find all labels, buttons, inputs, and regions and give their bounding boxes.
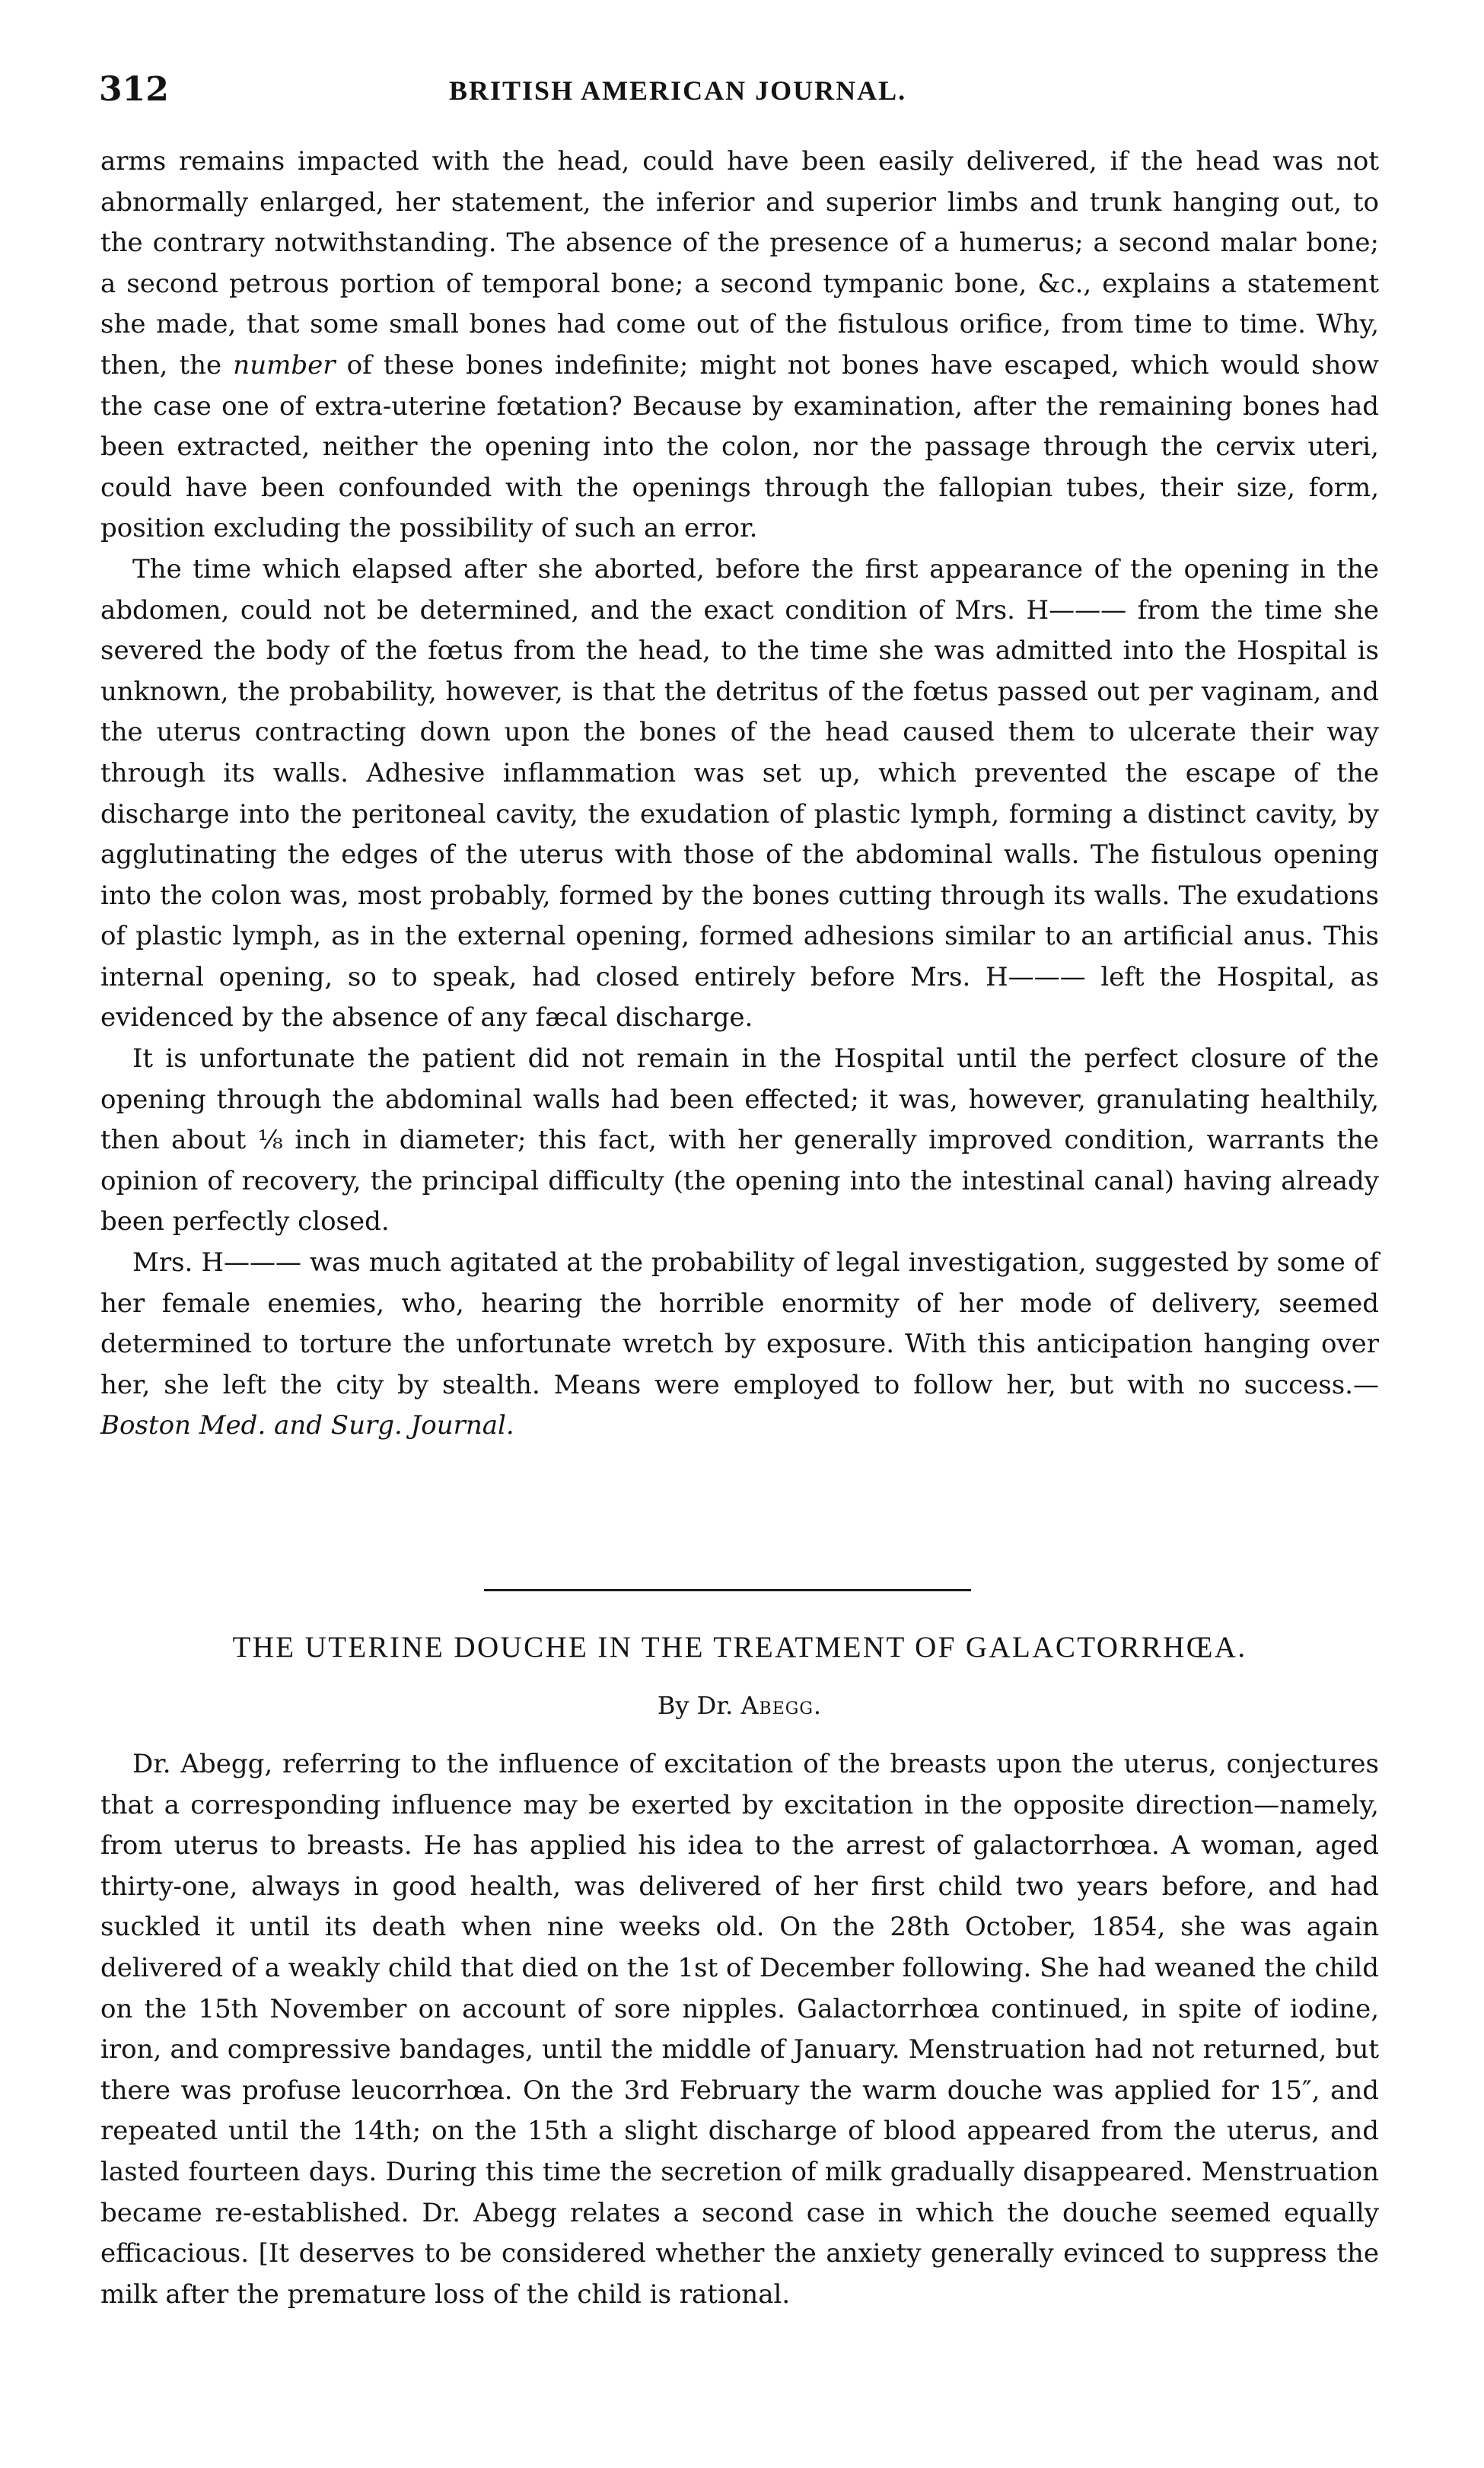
section-divider xyxy=(484,1589,971,1591)
continued-article-body xyxy=(100,142,1379,1447)
byline xyxy=(100,1691,1379,1720)
source-citation: Boston Med. and Surg. Journal. xyxy=(100,1410,514,1441)
italic-word: number xyxy=(233,349,336,381)
page-number: 312 xyxy=(99,70,169,109)
paragraph-text: of these bones indefinite; might not bones have escaped, which would show the case one of extra-uterine fœtation? Because by examination, after the remaining bones had been extracted, neither the opening into the colon, nor the passage through the cervix uteri, could have been confounded with the openings through the fallopian tubes, their size, form, position excluding the possibility of such an error. xyxy=(100,349,1380,544)
paragraph-text: Mrs. H——— was much agitated at the probability of legal investigation, suggested by some of her female enemies, who, hearing the horrible enormity of her mode of delivery, seemed determined to torture the unfortunate wretch by exposure. With this anticipation hanging over her, she left the city by stealth. Means were employed to follow her, but with no success.— xyxy=(100,1247,1379,1400)
byline-prefix: By Dr. xyxy=(657,1691,741,1720)
paragraph: Dr. Abegg, referring to the influence of excitation of the breasts upon the uterus, conjectures that a corresponding influence may be exerted by excitation in the opposite direction—namely, from uterus to breasts. He has applied his idea to the arrest of galactorrhœa. A woman, aged thirty-one, always in good health, was delivered of her first child two years before, and had suckled it until its death when nine weeks old. On the 28th October, 1854, she was again delivered of a weakly child that died on the 1st of December following. She had weaned the child on the 15th November on account of sore nipples. Galactorrhœa continued, in spite of iodine, iron, and compressive bandages, until the middle of January. Menstruation had not returned, but there was profuse leucorrhœa. On the 3rd February the warm douche was applied for 15″, and repeated until the 14th; on the 15th a slight discharge of blood appeared from the uterus, and lasted fourteen days. During this time the secretion of milk gradually disappeared. Menstruation became re-established. Dr. Abegg relates a second case in which the douche seemed equally efficacious. [It deserves to be considered whether the anxiety generally evinced to suppress the milk after the premature loss of the child is rational. xyxy=(100,1749,1379,2310)
paragraph-text: arms remains impacted with the head, could have been easily delivered, if the head was not abnormally enlarged, her statement, the inferior and superior limbs and trunk hanging out, to the contrary notwithstanding. The absence of the presence of a humerus; a second malar bone; a second petrous portion of temporal bone; a second tympanic bone, &c., explains a statement she made, that some small bones had come out of the fistulous orifice, from time to time. Why, then, the xyxy=(100,146,1379,381)
paragraph xyxy=(100,142,1379,549)
page-header xyxy=(99,70,1385,116)
running-head: BRITISH AMERICAN JOURNAL. xyxy=(449,75,907,106)
paragraph xyxy=(100,1243,1379,1447)
new-article-body xyxy=(100,1744,1379,2315)
paragraph: It is unfortunate the patient did not remain in the Hospital until the perfect closure of the opening through the abdominal walls had been effected; it was, however, granulating healthily, then about ⅛ inch in diameter; this fact, with her generally improved condition, warrants the opinion of recovery, the principal difficulty (the opening into the intestinal canal) having already been perfectly closed. xyxy=(100,1043,1379,1237)
article-title: THE UTERINE DOUCHE IN THE TREATMENT OF GALACTORRHŒA. xyxy=(232,1631,1247,1664)
byline-author: Abegg. xyxy=(740,1691,823,1720)
paragraph: The time which elapsed after she aborted, before the first appearance of the opening in the abdomen, could not be determined, and the exact condition of Mrs. H——— from the time she severed the body of the fœtus from the head, to the time she was admitted into the Hospital is unknown, the probability, however, is that the detritus of the fœtus passed out per vaginam, and the uterus contracting down upon the bones of the head caused them to ulcerate their way through its walls. Adhesive inflammation was set up, which prevented the escape of the discharge into the peritoneal cavity, the exudation of plastic lymph, forming a distinct cavity, by agglutinating the edges of the uterus with those of the abdominal walls. The fistulous opening into the colon was, most probably, formed by the bones cutting through its walls. The exudations of plastic lymph, as in the external opening, formed adhesions similar to an artificial anus. This internal opening, so to speak, had closed entirely before Mrs. H——— left the Hospital, as evidenced by the absence of any fæcal discharge. xyxy=(100,553,1379,1033)
